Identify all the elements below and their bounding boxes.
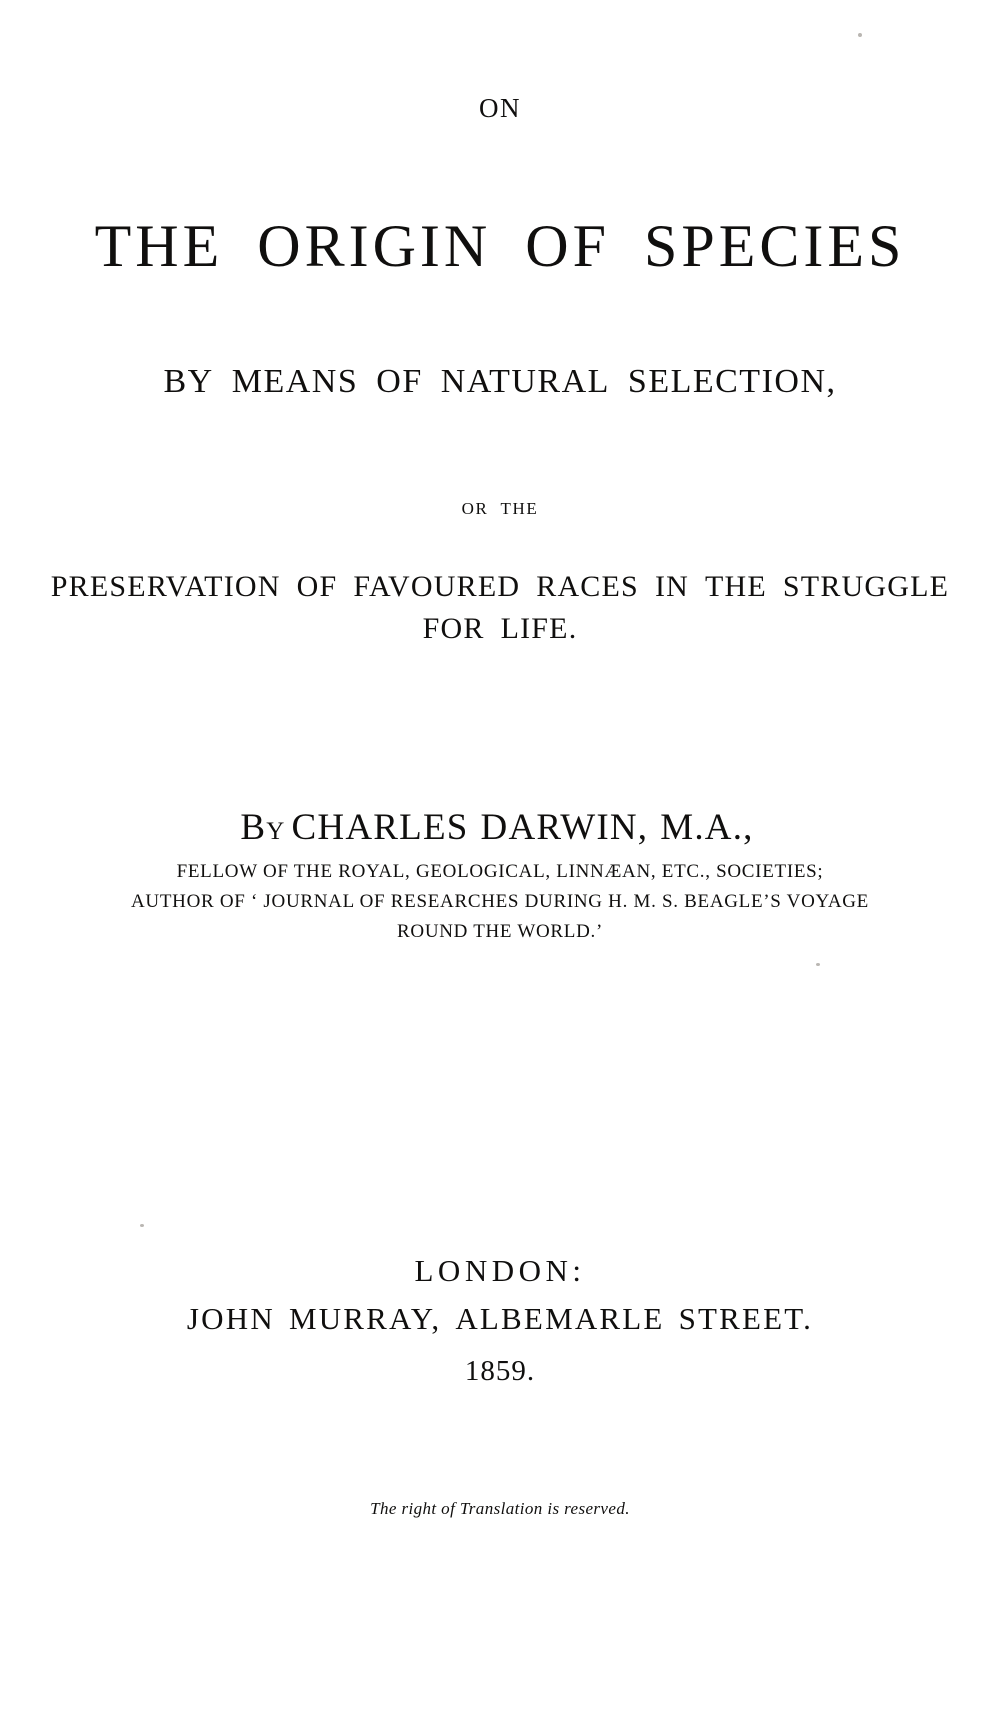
subtitle-word: BY xyxy=(163,363,214,400)
title-preposition: ON xyxy=(479,93,521,123)
alternate-title-line-2 xyxy=(0,612,1000,646)
by-capital: B xyxy=(240,807,267,848)
imprint-city: LONDON: xyxy=(414,1253,586,1288)
alt-title-word: STRUGGLE xyxy=(782,570,950,603)
subtitle-word: SELECTION, xyxy=(627,363,837,400)
imprint-year: 1859. xyxy=(464,1355,536,1387)
alt-title-word: PRESERVATION xyxy=(50,570,281,603)
page-title xyxy=(0,212,1000,281)
publisher-word: ALBEMARLE xyxy=(455,1301,665,1336)
title-word: OF xyxy=(525,213,610,279)
scan-speck xyxy=(816,963,820,966)
publisher-word: STREET. xyxy=(678,1301,814,1336)
subtitle-word: NATURAL xyxy=(440,363,610,400)
alt-title-word: FOR xyxy=(422,612,485,645)
author-name-word: CHARLES xyxy=(291,807,469,848)
author-name-word: DARWIN, xyxy=(480,807,649,848)
alternate-title-line-1 xyxy=(0,570,1000,604)
subtitle-word: OF xyxy=(376,363,423,400)
author-attribution xyxy=(0,806,1000,849)
subtitle-word: MEANS xyxy=(231,363,359,400)
alt-title-word: FAVOURED xyxy=(353,570,521,603)
alt-title-word: IN xyxy=(654,570,689,603)
author-credentials-line-3: ROUND THE WORLD.’ xyxy=(397,921,603,942)
author-name-word: M.A., xyxy=(660,807,754,848)
title-word: ORIGIN xyxy=(257,213,492,279)
page-subtitle xyxy=(0,363,1000,401)
publisher-word: MURRAY, xyxy=(288,1301,442,1336)
scan-speck xyxy=(858,33,862,37)
publisher-word: JOHN xyxy=(186,1301,275,1336)
scan-speck xyxy=(140,1224,144,1227)
alt-title-word: RACES xyxy=(536,570,639,603)
title-word: THE xyxy=(94,213,224,279)
alt-title-word: OF xyxy=(296,570,338,603)
title-connector xyxy=(0,499,1000,519)
translation-notice: The right of Translation is reserved. xyxy=(370,1499,630,1518)
alt-title-word: LIFE. xyxy=(500,612,578,645)
alt-title-word: THE xyxy=(705,570,767,603)
by-smallcap: Y xyxy=(266,818,286,845)
connector-word: THE xyxy=(500,499,539,518)
author-credentials-line-2: AUTHOR OF ‘ JOURNAL OF RESEARCHES DURING H. M. S. BEAGLE’S VOYAGE xyxy=(131,891,869,912)
title-word: SPECIES xyxy=(643,213,906,279)
author-credentials-line-1: FELLOW OF THE ROYAL, GEOLOGICAL, LINNÆAN, ETC., SOCIETIES; xyxy=(176,861,824,882)
connector-word: OR xyxy=(461,499,489,518)
imprint-publisher xyxy=(0,1301,1000,1337)
